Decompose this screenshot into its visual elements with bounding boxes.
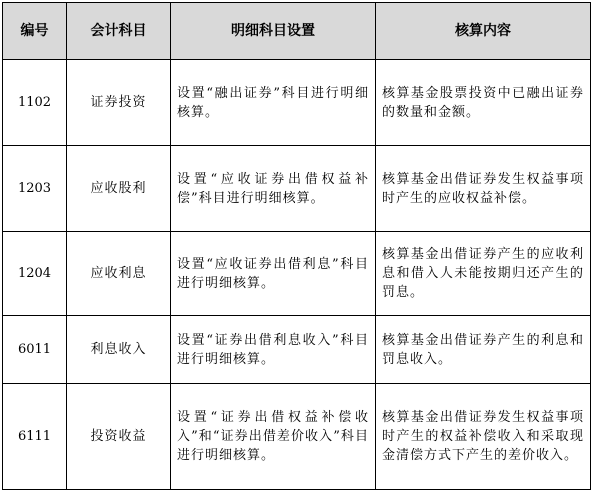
table-row: [3, 146, 591, 232]
cell-content: 核算基金出借证券发生权益事项时产生的权益补偿收入和采取现金清偿方式下产生的差价收入。: [376, 384, 591, 490]
cell-code: 1102: [3, 60, 67, 146]
cell-detail: 设置“应收证券出借权益补偿”科目进行明细核算。: [171, 146, 376, 232]
cell-subject: 证券投资: [67, 60, 171, 146]
cell-detail: 设置“证券出借利息收入”科目进行明细核算。: [171, 316, 376, 384]
cell-code: 6111: [3, 384, 67, 490]
cell-detail: 设置“应收证券出借利息”科目进行明细核算。: [171, 232, 376, 316]
header-detail-setting: 明细科目设置: [171, 3, 376, 60]
table-row: [3, 60, 591, 146]
table-row: [3, 232, 591, 316]
cell-content: 核算基金股票投资中已融出证券的数量和金额。: [376, 60, 591, 146]
table-row: [3, 316, 591, 384]
cell-code: 6011: [3, 316, 67, 384]
header-subject: 会计科目: [67, 3, 171, 60]
cell-subject: 应收利息: [67, 232, 171, 316]
cell-content: 核算基金出借证券产生的应收利息和借入人未能按期归还产生的罚息。: [376, 232, 591, 316]
accounting-table-container: [2, 2, 590, 490]
cell-detail: 设置“融出证券”科目进行明细核算。: [171, 60, 376, 146]
cell-detail: 设置“证券出借权益补偿收入”和“证券出借差价收入”科目进行明细核算。: [171, 384, 376, 490]
cell-subject: 投资收益: [67, 384, 171, 490]
table-row: [3, 384, 591, 490]
header-code: 编号: [3, 3, 67, 60]
cell-code: 1204: [3, 232, 67, 316]
cell-code: 1203: [3, 146, 67, 232]
cell-subject: 利息收入: [67, 316, 171, 384]
cell-content: 核算基金出借证券发生权益事项时产生的应收权益补偿。: [376, 146, 591, 232]
cell-content: 核算基金出借证券产生的利息和罚息收入。: [376, 316, 591, 384]
header-accounting-content: 核算内容: [376, 3, 591, 60]
table-header-row: [3, 3, 591, 60]
accounting-subjects-table: [2, 2, 591, 490]
cell-subject: 应收股利: [67, 146, 171, 232]
